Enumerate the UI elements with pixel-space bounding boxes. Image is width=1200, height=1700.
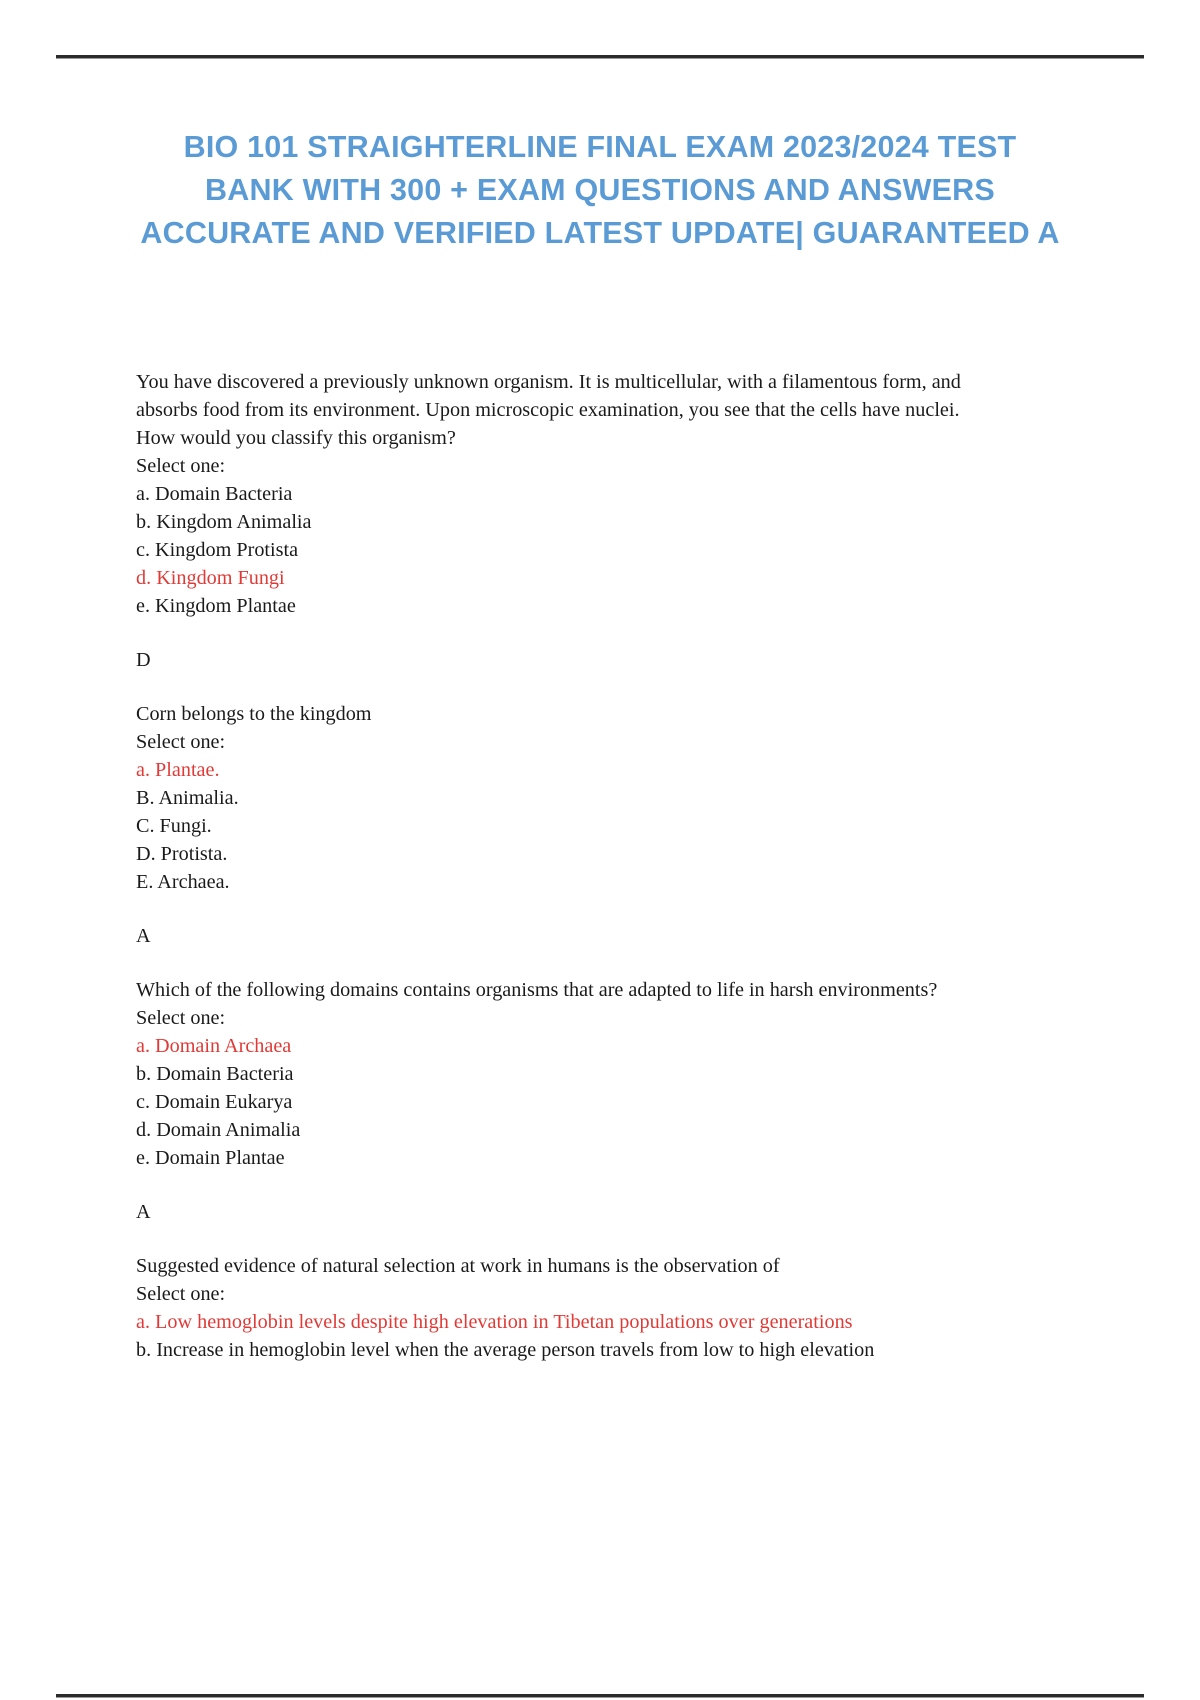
question-stem: Which of the following domains contains organisms that are adapted to life in harsh environments? [136, 979, 938, 1001]
document-title: BIO 101 STRAIGHTERLINE FINAL EXAM 2023/2024 TEST BANK WITH 300 + EXAM QUESTIONS AND ANSWERS ACCURATE AND VERIFIED LATEST UPDATE| GUARANTEED A [140, 130, 1060, 250]
answer-option[interactable]: D. Protista. [136, 843, 228, 865]
answer-key: D [136, 649, 151, 671]
questions-container [136, 368, 988, 1364]
select-one-prompt: Select one: [136, 1283, 226, 1305]
answer-option[interactable]: b. Kingdom Animalia [136, 511, 312, 533]
question-stem: You have discovered a previously unknown organism. It is multicellular, with a filamentous form, and absorbs food from its environment. Upon microscopic examination, you see that the cells have nuclei. How would you classify this organism? [136, 371, 961, 449]
question-block [136, 976, 988, 1226]
answer-option[interactable]: E. Archaea. [136, 871, 230, 893]
answer-option[interactable]: d. Domain Animalia [136, 1119, 301, 1141]
answer-option[interactable]: e. Domain Plantae [136, 1147, 285, 1169]
answer-key: A [136, 1201, 151, 1223]
question-block [136, 368, 988, 674]
answer-option[interactable]: c. Domain Eukarya [136, 1091, 293, 1113]
question-stem: Suggested evidence of natural selection at work in humans is the observation of [136, 1255, 780, 1277]
answer-option[interactable]: b. Domain Bacteria [136, 1063, 294, 1085]
question-stem: Corn belongs to the kingdom [136, 703, 372, 725]
answer-option[interactable]: c. Kingdom Protista [136, 539, 299, 561]
select-one-prompt: Select one: [136, 455, 226, 477]
answer-option[interactable]: b. Increase in hemoglobin level when the average person travels from low to high elevation [136, 1339, 875, 1361]
answer-option[interactable]: e. Kingdom Plantae [136, 595, 296, 617]
answer-option[interactable]: C. Fungi. [136, 815, 212, 837]
answer-option-correct[interactable]: a. Low hemoglobin levels despite high elevation in Tibetan populations over generations [136, 1311, 853, 1333]
question-block [136, 700, 988, 950]
answer-option-correct[interactable]: d. Kingdom Fungi [136, 567, 285, 589]
answer-option[interactable]: a. Domain Bacteria [136, 483, 293, 505]
header-divider-rule [56, 55, 1144, 58]
select-one-prompt: Select one: [136, 1007, 226, 1029]
answer-option-correct[interactable]: a. Plantae. [136, 759, 220, 781]
select-one-prompt: Select one: [136, 731, 226, 753]
answer-option-correct[interactable]: a. Domain Archaea [136, 1035, 292, 1057]
question-block [136, 1252, 988, 1364]
footer-divider-rule [56, 1694, 1144, 1697]
answer-key: A [136, 925, 151, 947]
answer-option[interactable]: B. Animalia. [136, 787, 239, 809]
